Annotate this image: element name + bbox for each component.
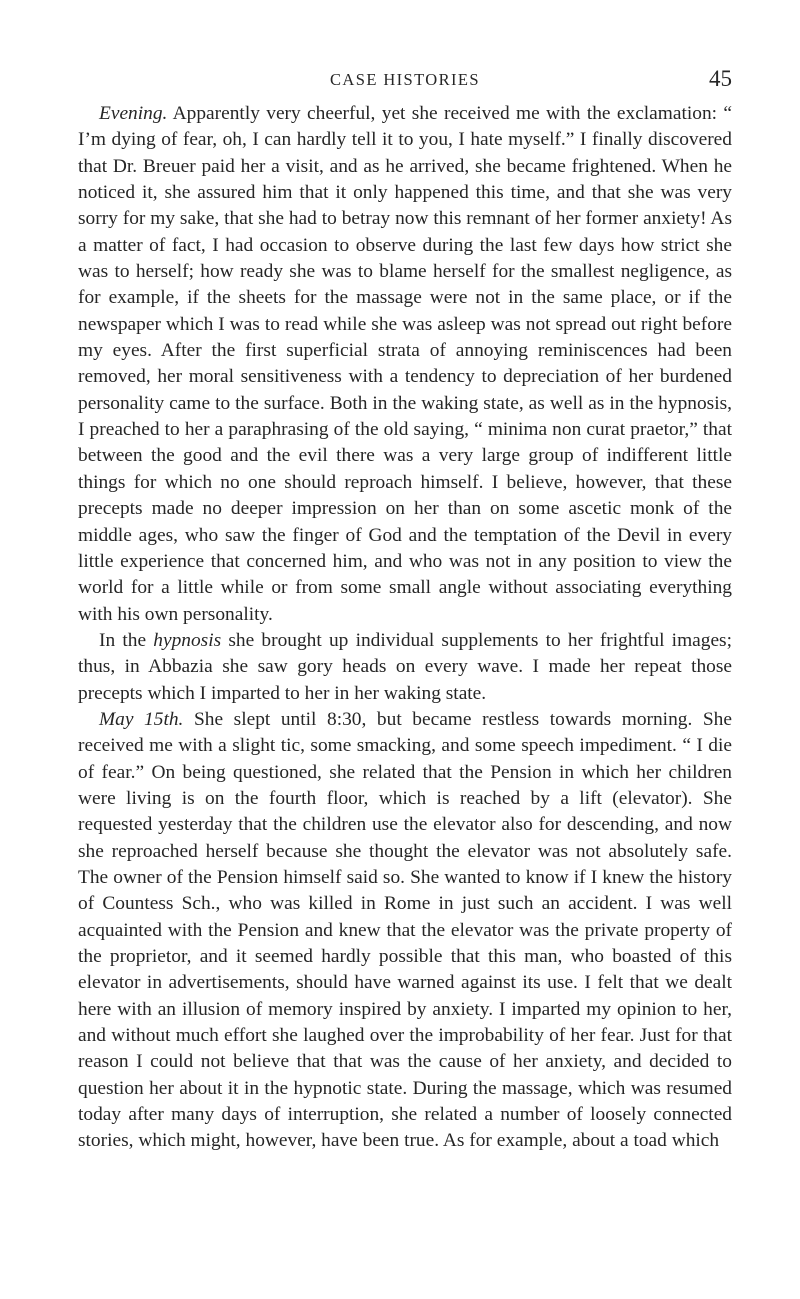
page-number: 45 xyxy=(709,66,732,91)
paragraph-lead-may-15: May 15th. xyxy=(99,708,184,730)
paragraph-hypnosis xyxy=(78,628,732,707)
paragraph-text-hypnosis-after: she brought up individual supplements to her frightful images; thus, in Abbazia she saw gory heads on every wave. I made her repeat those precepts which I imparted to her in her waking state. xyxy=(78,629,732,704)
paragraph-evening xyxy=(78,101,732,628)
paragraph-may-15 xyxy=(78,707,732,1155)
body-text xyxy=(78,101,732,1155)
running-title: CASE HISTORIES xyxy=(330,70,480,89)
paragraph-text-hypnosis-before: In the xyxy=(99,629,154,651)
paragraph-italic-hypnosis: hypnosis xyxy=(153,629,222,651)
paragraph-text-evening: Apparently very cheerful, yet she received me with the exclamation: “ I’m dying of fear, oh, I can hardly tell it to you, I hate myself.” I finally discovered that Dr. Breuer paid her a visit, and as he arrived, she became frightened. When he noticed it, she assured him that it only happened this time, and that she was very sorry for my sake, that she had to betray now this remnant of her former anxiety! As a matter of fact, I had occasion to observe during the last few days how strict she was to herself; how ready she was to blame herself for the smallest negligence, as for example, if the sheets for the massage were not in the same place, or if the newspaper which I was to read while she was asleep was not spread out right before my eyes. After the first superficial strata of annoying reminiscences had been removed, her moral sensitiveness with a tendency to depreciation of her burdened personality came to the surface. Both in the waking state, as well as in the hypnosis, I preached to her a paraphrasing of the old saying, “ minima non curat praetor,” that between the good and the evil there was a very large group of indifferent little things for which no one should reproach himself. I believe, however, that these precepts made no deeper impression on her than on some ascetic monk of the middle ages, who saw the finger of God and the temptation of the Devil in every little experience that concerned him, and who was not in any position to view the world for a little while or from some small angle without associating everything with his own personality. xyxy=(78,103,732,625)
running-head xyxy=(78,66,732,94)
paragraph-text-may-15: She slept until 8:30, but became restless towards morning. She received me with a slight tic, some smacking, and some speech impediment. “ I die of fear.” On being questioned, she related that the Pension in which her children were living is on the fourth floor, which is reached by a lift (elevator). She requested yesterday that the children use the elevator also for descending, and now she reproached herself because she thought the elevator was not absolutely safe. The owner of the Pension himself said so. She wanted to know if I knew the history of Countess Sch., who was killed in Rome in just such an accident. I was well acquainted with the Pension and knew that the elevator was the private property of the proprietor, and it seemed hardly possible that this man, who boasted of this elevator in advertisements, should have warned against its use. I felt that we dealt here with an illusion of memory inspired by anxiety. I imparted my opinion to her, and without much effort she laughed over the improbability of her fear. Just for that reason I could not believe that that was the cause of her anxiety, and decided to question her about it in the hypnotic state. During the massage, which was resumed today after many days of interruption, she related a number of loosely connected stories, which might, however, have been true. As for example, about a toad which xyxy=(78,708,732,1152)
paragraph-lead-evening: Evening. xyxy=(99,103,168,124)
